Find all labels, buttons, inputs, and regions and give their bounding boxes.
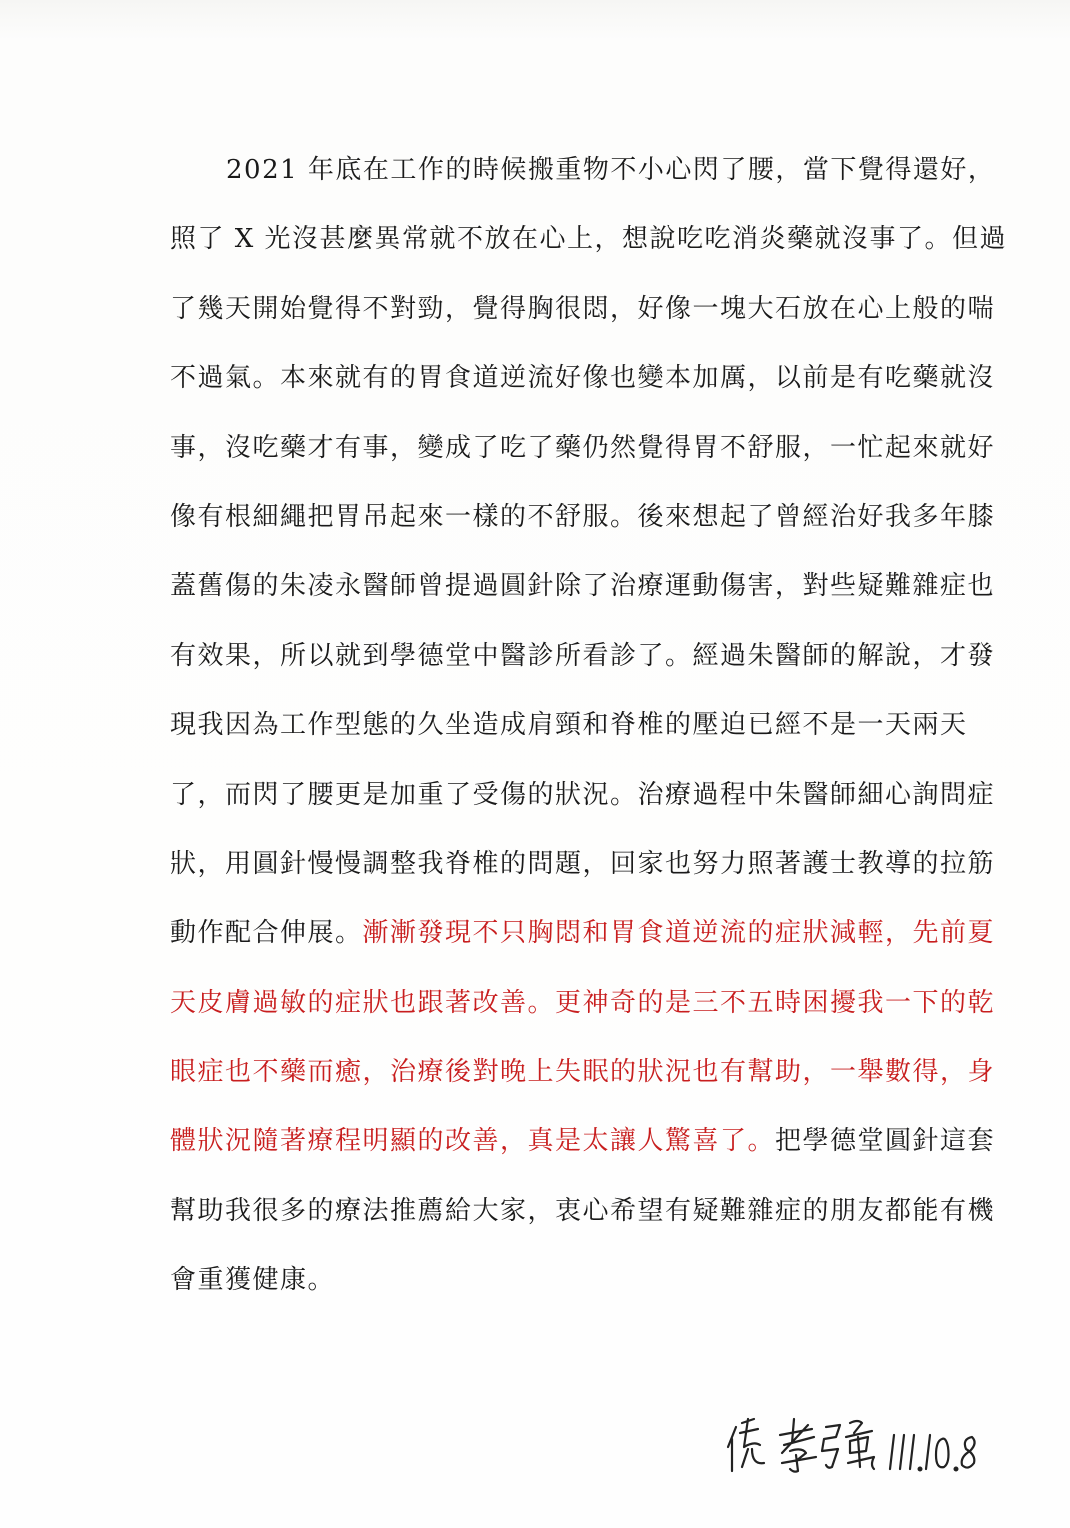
text-line: 狀，用圓針慢慢調整我脊椎的問題，回家也努力照著護士教導的拉筋 [170,848,996,879]
text-line [170,1042,996,1111]
highlighted-text: 漸漸發現不只胸悶和胃食道逆流的症狀減輕，先前夏 [362,918,996,949]
text-line: 現我因為工作型態的久坐造成肩頸和脊椎的壓迫已經不是一天兩天 [170,710,968,741]
text-line: 體狀況隨著療程明顯的改善，真是太讓人驚喜了。把學德堂圓針這套 [170,1126,996,1157]
highlighted-text: 體狀況隨著療程明顯的改善，真是太讓人驚喜了。 [170,1126,776,1157]
text-line: 了，而閃了腰更是加重了受傷的狀況。治療過程中朱醫師細心詢問症 [170,779,996,810]
highlighted-text: 天皮膚過敏的症狀也跟著改善。更神奇的是三不五時困擾我一下的乾 [170,987,996,1018]
text-line: 幫助我很多的療法推薦給大家，衷心希望有疑難雜症的朋友都能有機 [170,1195,996,1226]
letter-body [170,140,1008,1320]
text-line: 2021 年底在工作的時候搬重物不小心閃了腰，當下覺得還好， [226,155,996,185]
text-line: 了幾天開始覺得不對勁，覺得胸很悶，好像一塊大石放在心上般的喘 [170,293,996,324]
text-line: 照了 X 光沒甚麼異常就不放在心上，想說吃吃消炎藥就沒事了。但過 [170,224,1008,255]
text-line: 有效果，所以就到學德堂中醫診所看診了。經過朱醫師的解說，才發 [170,640,996,671]
text-line: 像有根細繩把胃吊起來一樣的不舒服。後來想起了曾經治好我多年膝 [170,501,996,532]
handwritten-signature [722,1405,992,1480]
text-line: 事，沒吃藥才有事，變成了吃了藥仍然覺得胃不舒服，一忙起來就好 [170,432,996,463]
text-line [170,973,996,1042]
text-line: 蓋舊傷的朱凌永醫師曾提過圓針除了治療運動傷害，對些疑難雜症也 [170,571,996,602]
highlighted-text: 眼症也不藥而癒，治療後對晚上失眠的狀況也有幫助，一舉數得，身 [170,1057,996,1088]
text-line: 會重獲健康。 [170,1265,336,1296]
text-line: 動作配合伸展。漸漸發現不只胸悶和胃食道逆流的症狀減輕，先前夏 [170,918,996,949]
text-line: 不過氣。本來就有的胃食道逆流好像也變本加厲，以前是有吃藥就沒 [170,363,996,394]
